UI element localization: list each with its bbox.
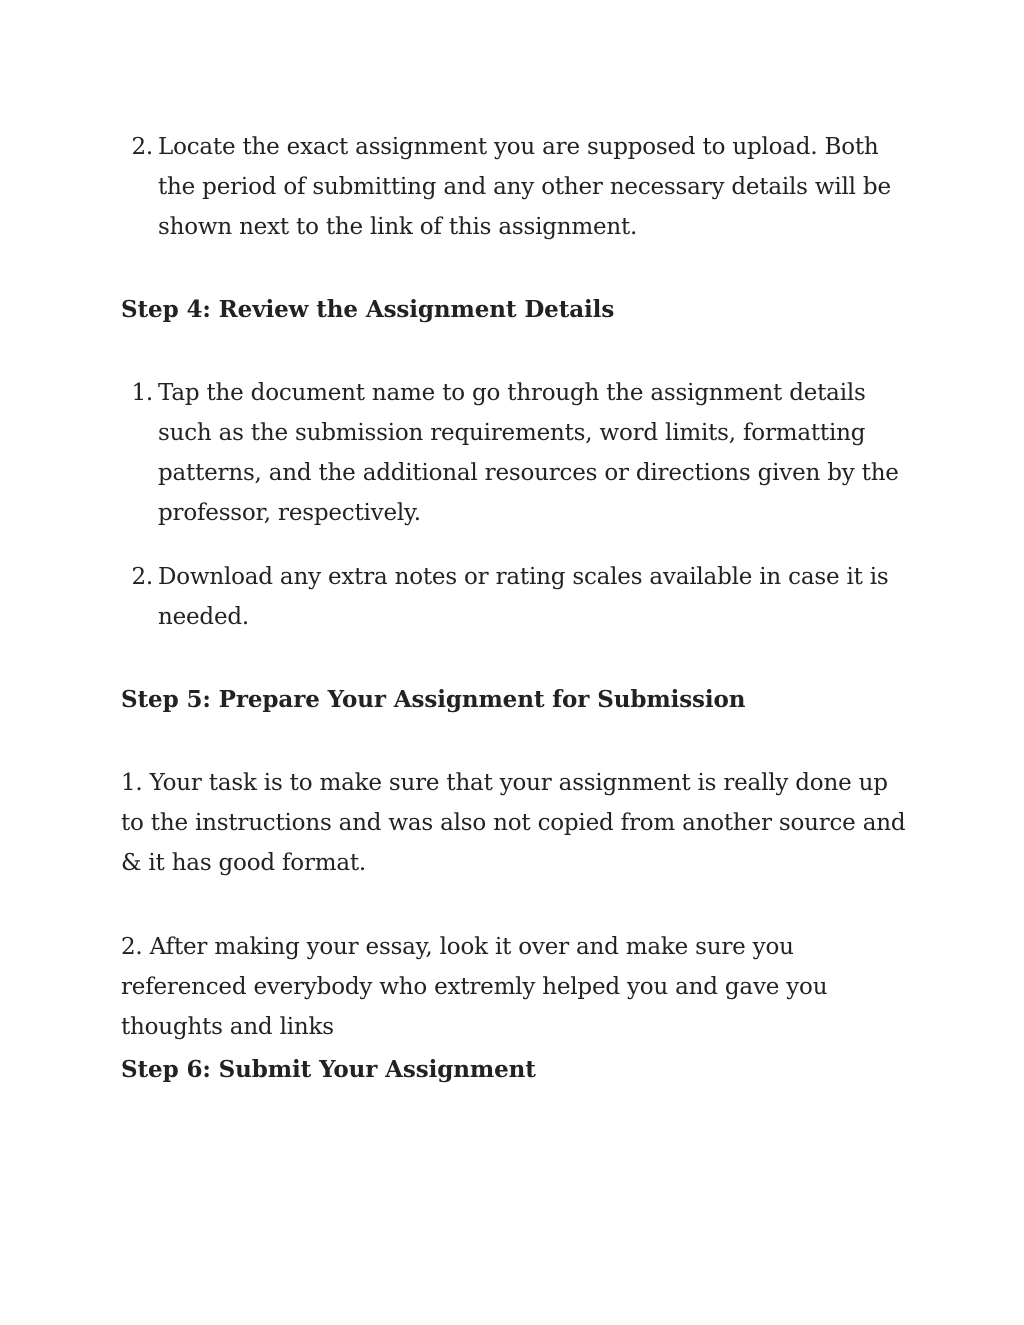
list-item — [121, 373, 911, 533]
list-item-number: 2. — [131, 564, 153, 590]
step-6-heading: Step 6: Submit Your Assignment — [121, 1056, 536, 1083]
list-item-number: 1. — [131, 380, 153, 406]
step-4-heading: Step 4: Review the Assignment Details — [121, 296, 615, 323]
list-item-text: Tap the document name to go through the assignment details such as the submission requirements, word limits, formatting patterns, and the additional resources or directions given by the professor, respectively. — [158, 380, 899, 526]
step-5-heading: Step 5: Prepare Your Assignment for Submission — [121, 686, 746, 713]
list-item — [121, 127, 911, 247]
step-5-paragraph-1: 1. Your task is to make sure that your assignment is really done up to the instructions and was also not copied from another source and & it has good format. — [121, 770, 906, 876]
step-5-paragraph-2: 2. After making your essay, look it over and make sure you referenced everybody who extremly helped you and gave you thoughts and links — [121, 934, 828, 1040]
list-item-number: 2. — [131, 134, 153, 160]
list-item-text: Locate the exact assignment you are supposed to upload. Both the period of submitting and any other necessary details will be shown next to the link of this assignment. — [158, 134, 891, 240]
list-item — [121, 557, 911, 637]
list-item-text: Download any extra notes or rating scales available in case it is needed. — [158, 564, 889, 630]
